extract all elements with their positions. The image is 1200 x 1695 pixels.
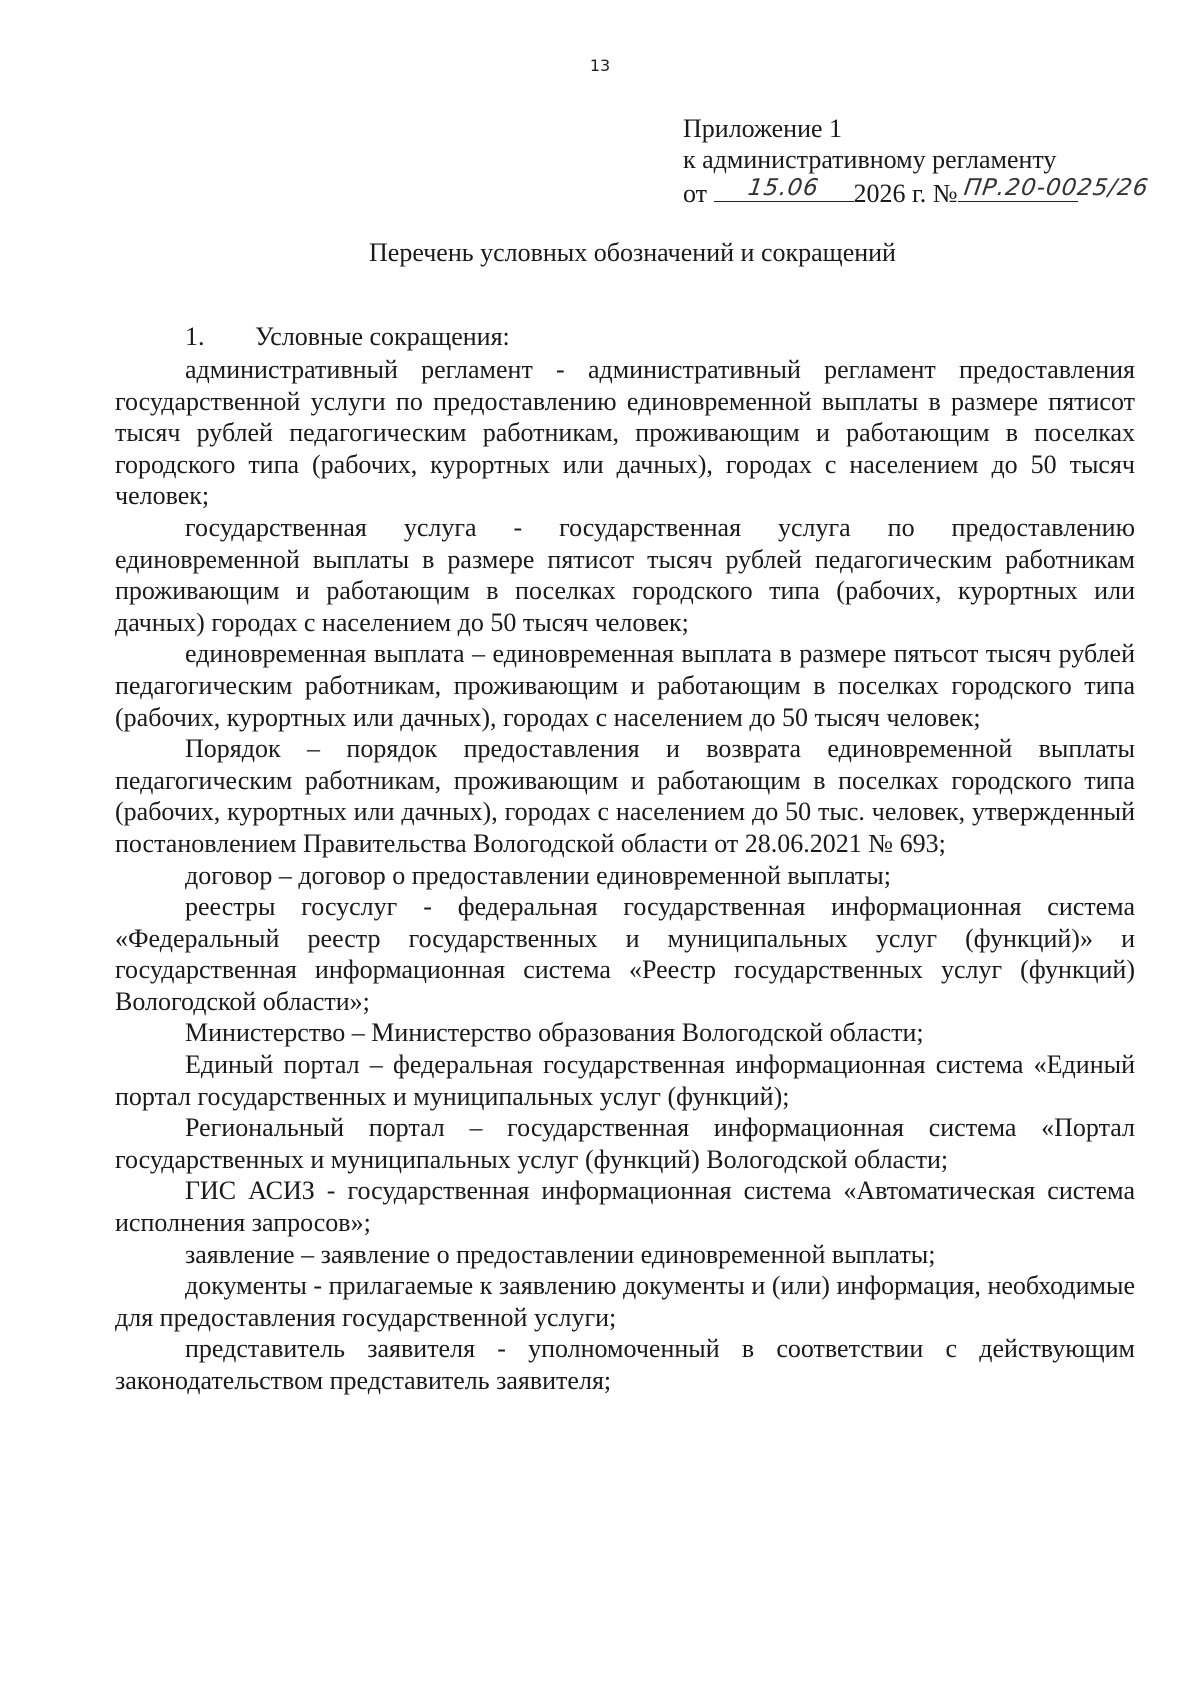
appendix-date-line xyxy=(683,175,1151,209)
definition-paragraph: ГИС АСИЗ - государственная информационная система «Автоматическая система исполнения запросов»; xyxy=(115,1176,1135,1238)
year-number-label: 2026 г. № xyxy=(853,179,958,208)
definition-paragraph: заявление – заявление о предоставлении единовременной выплаты; xyxy=(185,1239,936,1269)
definition-paragraph: Единый портал – федеральная государственная информационная система «Единый портал государственных и муниципальных услуг (функций); xyxy=(115,1050,1135,1111)
appendix-header xyxy=(683,113,1151,209)
definition-paragraph: представитель заявителя - уполномоченный в соответствии с действующим законодательством представитель заявителя; xyxy=(115,1334,1135,1395)
definition-paragraph: государственная услуга - государственная услуга по предоставлению единовременной выплаты в размере пятисот тысяч рублей педагогическим работникам проживающим и работающим в поселках городского типа (рабочих, курортных или дачных) городах с населением до 50 тысяч человек; xyxy=(115,512,1135,637)
section-heading-text: Условные сокращения: xyxy=(255,322,510,351)
number-fill-line xyxy=(958,175,1151,202)
appendix-title: Приложение 1 xyxy=(683,114,843,143)
definition-paragraph: реестры госуслуг - федеральная государственная информационная система «Федеральный реестр государственных и муниципальных услуг (функций)» и государственная информационная система «Реестр государственных услуг (функций) Вологодской области»; xyxy=(115,892,1135,1016)
handwritten-date: 15.06 xyxy=(745,175,821,201)
definition-paragraph: Порядок – порядок предоставления и возврата единовременной выплаты педагогическим работникам, проживающим и работающим в поселках городского типа (рабочих, курортных или дачных), городах с населением до 50 тыс. человек, утвержденный постановлением Правительства Вологодской области от 28.06.2021 № 693; xyxy=(115,734,1135,858)
section-number: 1. xyxy=(185,322,205,351)
from-label: от xyxy=(683,179,708,208)
definition-paragraph: Министерство – Министерство образования Вологодской области; xyxy=(185,1018,924,1048)
definitions-list xyxy=(115,354,1135,1397)
appendix-reference: к административному регламенту xyxy=(683,145,1057,174)
definition-paragraph: Региональный портал – государственная информационная система «Портал государственных и муниципальных услуг (функций) Вологодской области; xyxy=(115,1113,1135,1174)
handwritten-number: ПР.20-0025/26 xyxy=(961,175,1151,201)
definition-paragraph: договор – договор о предоставлении единовременной выплаты; xyxy=(185,860,891,890)
definition-paragraph: административный регламент - административный регламент предоставления государственной услуги по предоставлению единовременной выплаты в размере пятисот тысяч рублей педагогическим работникам, проживающим и работающим в поселках городского типа (рабочих, курортных или дачных), городах с населением до 50 тысяч человек; xyxy=(115,355,1135,511)
definition-paragraph: единовременная выплата – единовременная выплата в размере пятьсот тысяч рублей педагогическим работникам, проживающим и работающим в поселках городского типа (рабочих, курортных или дачных), городах с населением до 50 тысяч человек; xyxy=(115,639,1135,732)
definition-paragraph: документы - прилагаемые к заявлению документы и (или) информация, необходимые для предоставления государственной услуги; xyxy=(115,1271,1135,1332)
page-number: 13 xyxy=(589,56,611,75)
section-heading xyxy=(185,322,510,352)
date-fill-line xyxy=(714,175,854,202)
document-title: Перечень условных обозначений и сокращений xyxy=(369,238,896,267)
